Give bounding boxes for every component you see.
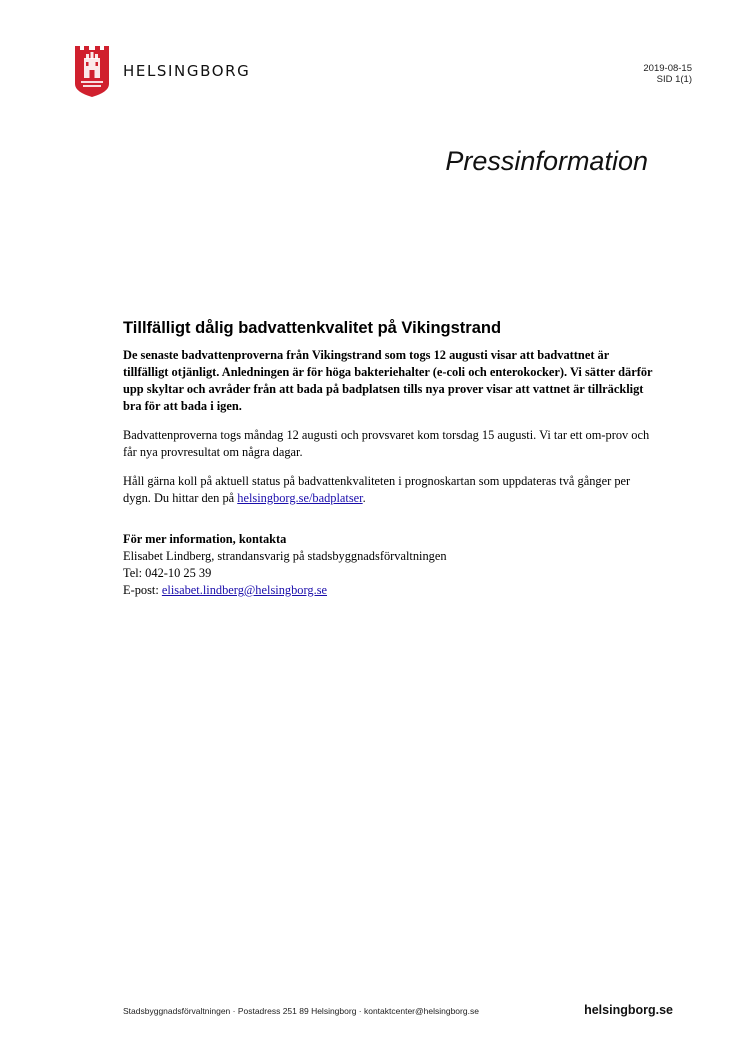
article-paragraph-2 (123, 473, 653, 507)
document-meta (643, 63, 692, 85)
contact-name: Elisabet Lindberg, strandansvarig på stadsbyggnadsförvaltningen (123, 549, 447, 563)
contact-block (123, 531, 653, 599)
article-content (123, 319, 653, 599)
article-lead: De senaste badvattenproverna från Vikingstrand som togs 12 augusti visar att badvattnet är tillfälligt otjänligt. Anledningen är för höga bakteriehalter (e-coli och enterokocker). Vi sätter därför upp skyltar och avråder från att bada på badplatsen tills nya prover visar att vattnet är tillräckligt bra för att bada i igen. (123, 348, 653, 413)
page-number: SID 1(1) (656, 74, 692, 85)
article-paragraph-1: Badvattenproverna togs måndag 12 augusti och provsvaret kom torsdag 15 augusti. Vi tar ett om-prov och får nya provresultat om några dagar. (123, 428, 650, 459)
contact-email-link[interactable]: elisabet.lindberg@helsingborg.se (161, 583, 328, 597)
paragraph-2-text: Håll gärna koll på aktuell status på badvattenkvaliteten i prognoskartan som uppdateras två gånger per dygn. Du hittar den på (123, 474, 631, 505)
document-type-title: Pressinformation (445, 146, 648, 176)
footer-website: helsingborg.se (584, 1003, 673, 1017)
contact-email-row (123, 582, 653, 599)
brand-name: HELSINGBORG (123, 62, 251, 80)
contact-title: För mer information, kontakta (123, 532, 287, 546)
footer-address: Stadsbyggnadsförvaltningen · Postadress 251 89 Helsingborg · kontaktcenter@helsingborg.se (123, 1006, 479, 1016)
paragraph-2-end: . (362, 491, 366, 505)
badplatser-link[interactable]: helsingborg.se/badplatser (237, 491, 363, 505)
helsingborg-crest-logo (74, 44, 110, 98)
contact-email-label: E-post: (123, 583, 162, 597)
contact-phone: Tel: 042-10 25 39 (123, 566, 212, 580)
article-headline: Tillfälligt dålig badvattenkvalitet på Vikingstrand (123, 319, 502, 337)
document-date: 2019-08-15 (643, 63, 692, 74)
